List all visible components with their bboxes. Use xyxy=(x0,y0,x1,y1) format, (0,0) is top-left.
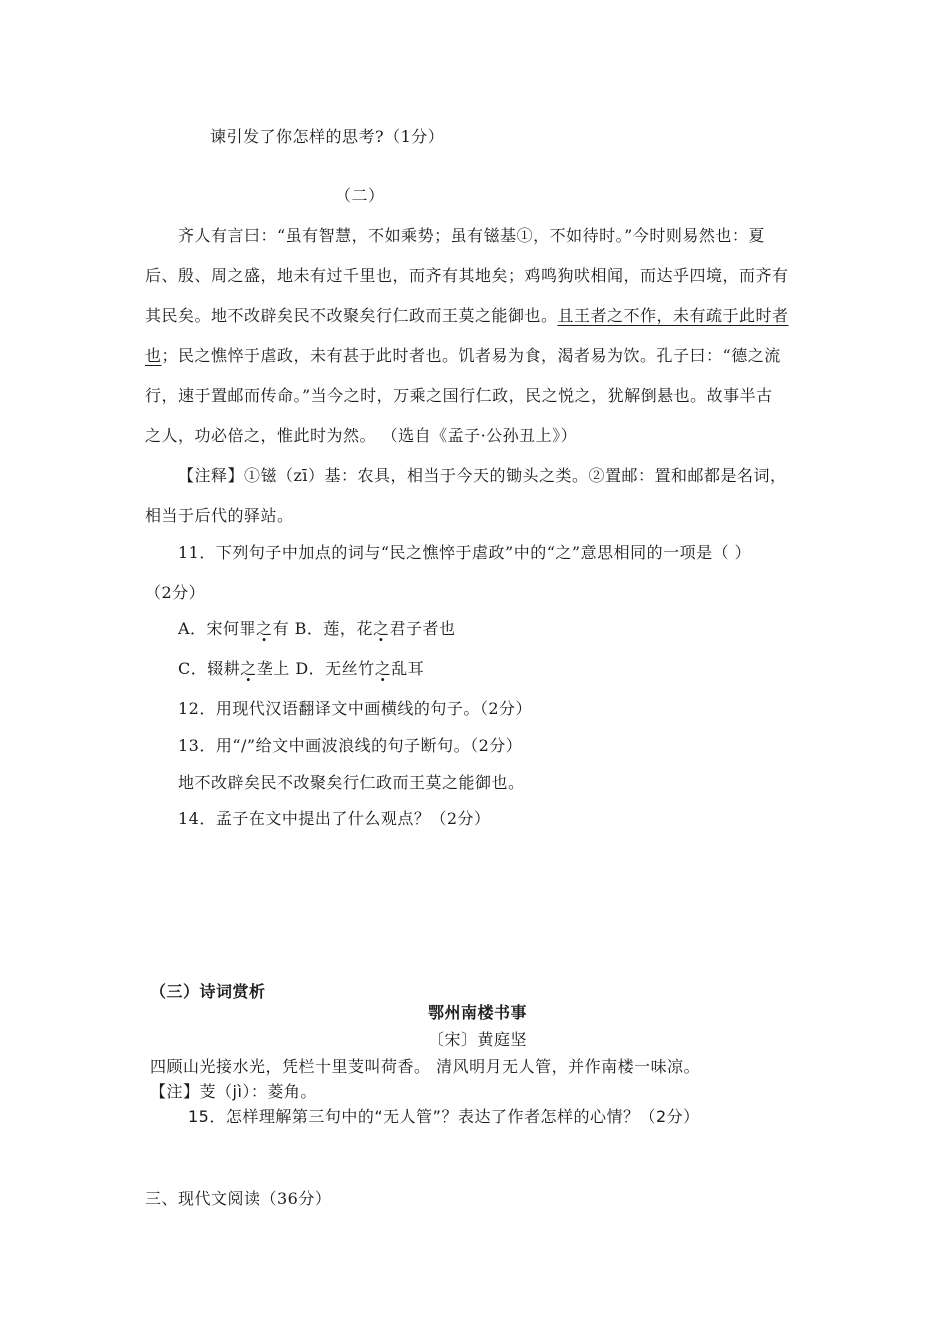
option-a-post: 有 B．莲，花 xyxy=(272,619,373,638)
passage-line-1: 齐人有言曰：“虽有智慧，不如乘势；虽有镃基①，不如待时。”今时则易然也：夏 xyxy=(178,226,765,245)
option-b-post: 君子者也 xyxy=(389,619,456,638)
option-a-pre: A．宋何罪 xyxy=(178,619,257,638)
poem-author: 〔宋〕黄庭坚 xyxy=(428,1030,528,1049)
underlined-sentence-part-1: 且王者之不作，未有疏于此时者 xyxy=(557,306,789,325)
option-d-post: 乱耳 xyxy=(391,659,425,678)
passage-line-4-text: ；民之憔悴于虐政，未有甚于此时者也。饥者易为食，渴者易为饮。孔子曰：“德之流 xyxy=(161,346,781,365)
option-c-pre: C．辍耕 xyxy=(178,659,241,678)
q11-score: （2分） xyxy=(145,583,206,602)
underlined-sentence-part-2: 也 xyxy=(145,346,162,365)
option-b-dotted-char: 之 xyxy=(372,619,390,638)
q11-options-ab xyxy=(178,619,455,639)
section-three-heading: （三）诗词赏析 xyxy=(150,982,266,1001)
poem-note: 【注】芰（jì）：菱角。 xyxy=(150,1082,317,1101)
poem-title: 鄂州南楼书事 xyxy=(428,1003,528,1022)
annotation-line-2: 相当于后代的驿站。 xyxy=(145,506,294,525)
prev-question-tail: 谏引发了你怎样的思考?（1分） xyxy=(210,127,445,146)
passage-line-6: 之人，功必倍之，惟此时为然。 （选自《孟子·公孙丑上》） xyxy=(145,426,578,445)
option-c-dotted-char: 之 xyxy=(240,659,257,678)
passage-line-3 xyxy=(145,306,789,326)
option-c-post: 垄上 D．无丝竹 xyxy=(256,659,375,678)
passage-line-4 xyxy=(145,346,781,366)
part-three-heading: 三、现代文阅读（36分） xyxy=(145,1189,332,1208)
q11-options-cd xyxy=(178,659,424,679)
poem-text: 四顾山光接水光，凭栏十里芰叫荷香。 清风明月无人管，并作南楼一味凉。 xyxy=(150,1057,701,1076)
wavy-sentence: 其民矣。地不改辟矣民不改聚矣行仁政而王莫之能御也。 xyxy=(145,306,558,325)
option-d-dotted-char: 之 xyxy=(374,659,392,678)
question-12: 12．用现代汉语翻译文中画横线的句子。（2分） xyxy=(178,699,533,718)
passage-line-5: 行，速于置邮而传命。”当今之时，万乘之国行仁政，民之悦之，犹解倒悬也。故事半古 xyxy=(145,386,773,405)
passage-line-2: 后、殷、周之盛，地未有过千里也，而齐有其地矣；鸡鸣狗吠相闻，而达乎四境，而齐有 xyxy=(145,266,789,285)
section-two-heading: （二） xyxy=(335,186,385,205)
question-14: 14．孟子在文中提出了什么观点？（2分） xyxy=(178,809,491,828)
annotation-line-1: 【注释】①镃（zī）基：农具，相当于今天的锄头之类。②置邮：置和邮都是名词， xyxy=(178,466,787,485)
question-13: 13．用“/”给文中画波浪线的句子断句。（2分） xyxy=(178,736,523,755)
q11-stem: 11．下列句子中加点的词与“民之憔悴于虐政”中的“之”意思相同的一项是（ ） xyxy=(178,543,752,562)
question-15: 15．怎样理解第三句中的“无人管”？表达了作者怎样的心情？（2分） xyxy=(188,1107,700,1126)
option-a-dotted-char: 之 xyxy=(256,619,273,638)
question-13-sentence: 地不改辟矣民不改聚矣行仁政而王莫之能御也。 xyxy=(178,773,525,792)
